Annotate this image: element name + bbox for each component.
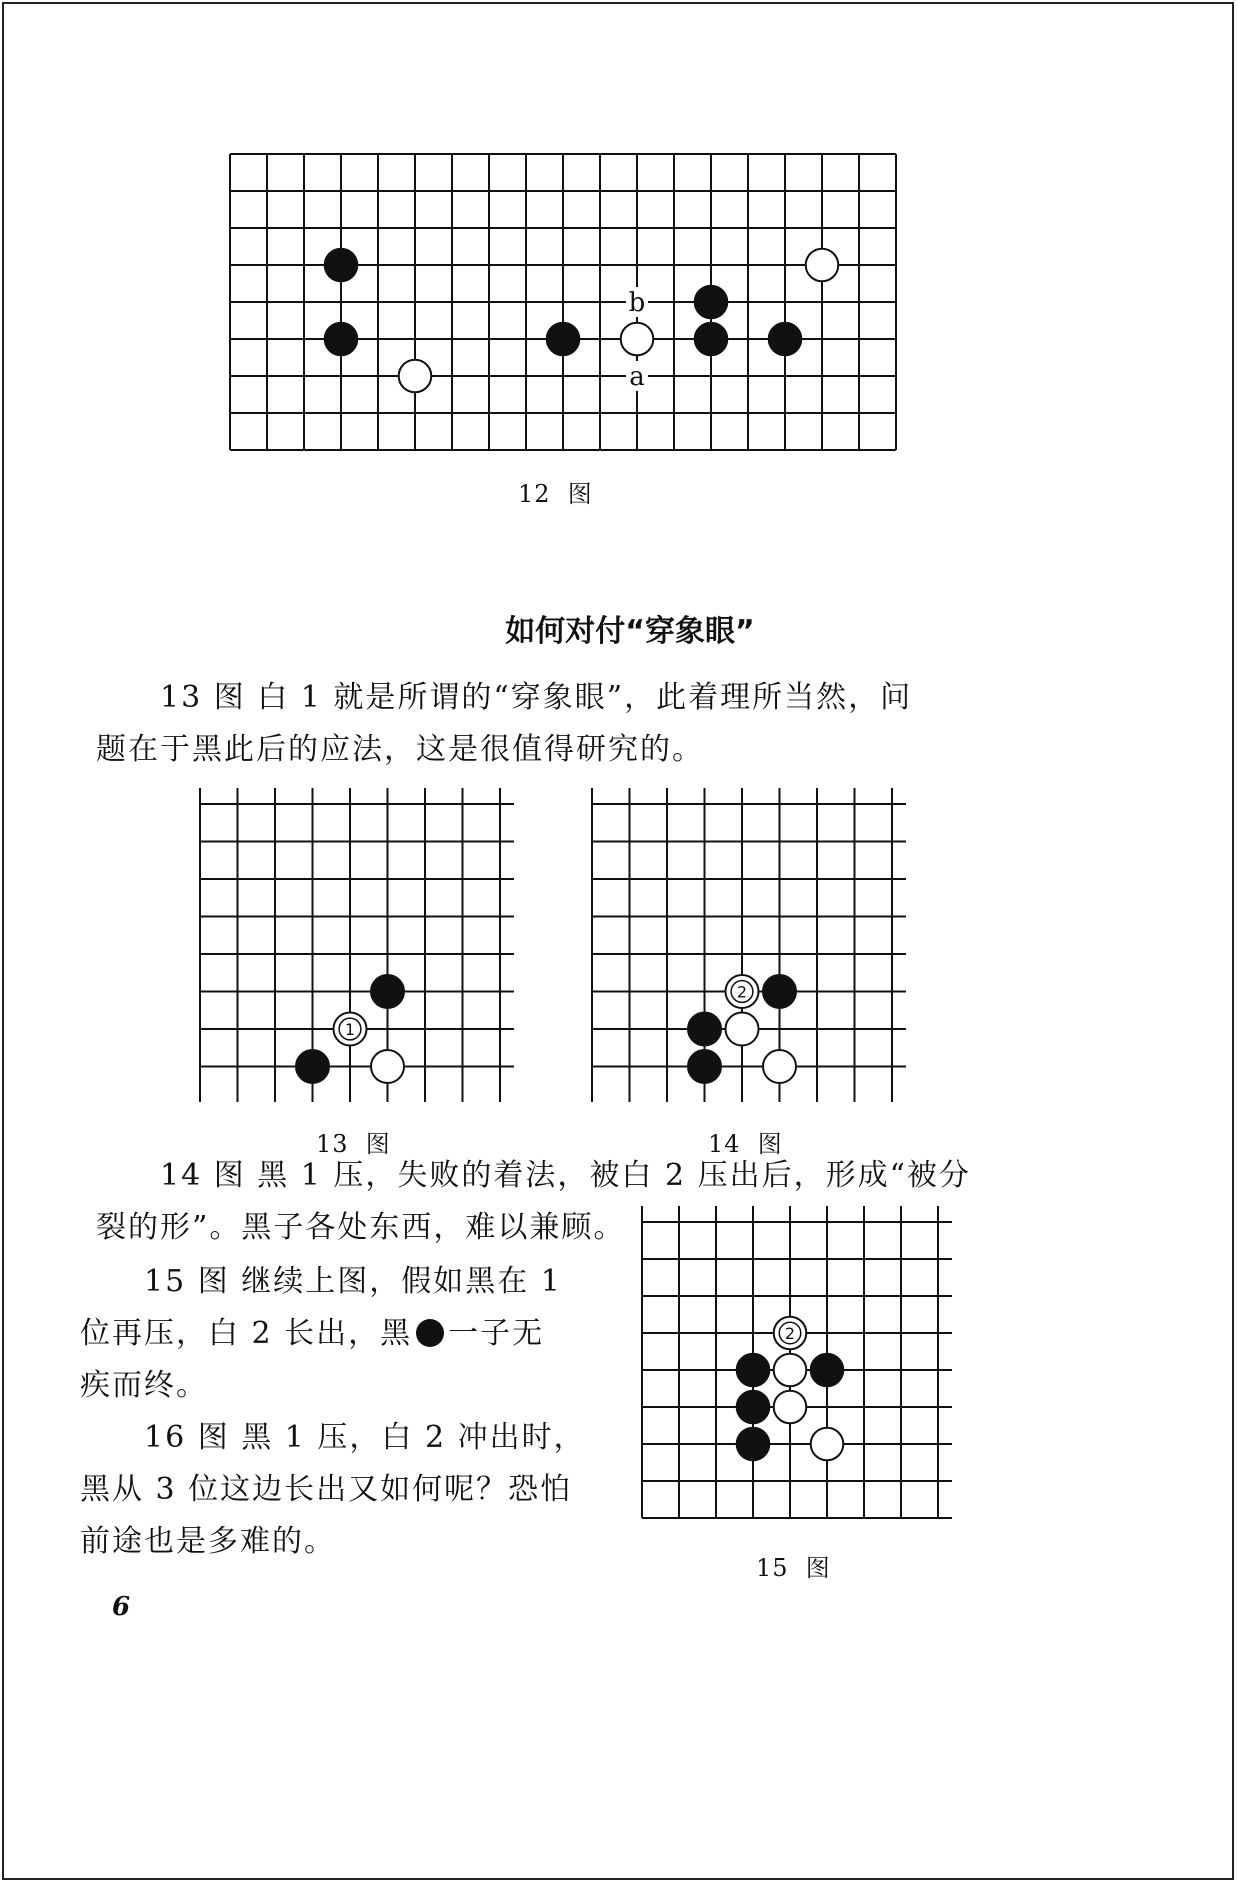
black-stone (763, 975, 796, 1008)
white-stone (726, 1013, 759, 1046)
black-stone (737, 1428, 770, 1461)
black-stone (371, 975, 404, 1008)
figure-12-caption: 12 图 (518, 480, 593, 508)
paragraph-16-line-1: 16 图 黑 1 压，白 2 冲出时， (144, 1420, 586, 1455)
black-stone-icon (416, 1319, 444, 1347)
paragraph-13 (96, 672, 1096, 776)
paragraph-15-line-2b: 一子无 (448, 1316, 545, 1351)
board-label-b: b (628, 288, 646, 318)
black-stone (688, 1013, 721, 1046)
black-stone (695, 286, 728, 319)
black-stone (325, 323, 358, 356)
white-stone (774, 1391, 807, 1424)
paragraph-15-16 (80, 1256, 640, 1568)
section-heading: 如何对付“穿象眼” (505, 614, 755, 649)
paragraph-14-line-1: 14 图 黑 1 压，失败的着法，被白 2 压出后，形成“被分 (160, 1158, 971, 1193)
paragraph-15-line-1: 15 图 继续上图，假如黑在 1 (144, 1264, 562, 1299)
white-stone (399, 360, 432, 393)
white-stone (763, 1050, 796, 1083)
black-stone (811, 1354, 844, 1387)
move-number: 2 (736, 982, 748, 1002)
paragraph-15-line-3: 疾而终。 (80, 1368, 208, 1403)
figure-14-grid (592, 788, 906, 1102)
figure-12-grid (230, 154, 896, 450)
go-board-figure-15 (636, 1200, 972, 1540)
black-stone (296, 1050, 329, 1083)
paragraph-16-line-3: 前途也是多难的。 (80, 1524, 336, 1559)
paragraph-15-line-2 (80, 1308, 640, 1360)
board-label-a: a (629, 362, 645, 392)
page-number: 6 (112, 1592, 131, 1622)
paragraph-13-line-2: 题在于黑此后的应法，这是很值得研究的。 (96, 732, 704, 767)
black-stone (688, 1050, 721, 1083)
move-number: 2 (784, 1324, 796, 1343)
black-stone (547, 323, 580, 356)
white-stone (774, 1354, 807, 1387)
figure-15-caption: 15 图 (756, 1554, 831, 1582)
figure-13-grid (200, 788, 514, 1102)
white-stone (811, 1428, 844, 1461)
figure-13-caption: 13 图 (316, 1130, 391, 1158)
white-stone (621, 323, 654, 356)
paragraph-13-line-1: 13 图 白 1 就是所谓的“穿象眼”，此着理所当然，问 (160, 680, 913, 715)
black-stone (737, 1391, 770, 1424)
black-stone (325, 249, 358, 282)
black-stone (695, 323, 728, 356)
move-number: 1 (344, 1020, 356, 1039)
figure-14-caption: 14 图 (708, 1130, 783, 1158)
paragraph-15-line-2a: 位再压，白 2 长出，黑 (80, 1316, 413, 1351)
go-board-figure-14 (586, 782, 926, 1102)
go-board-figure-13 (194, 782, 534, 1102)
paragraph-16-line-2: 黑从 3 位这边长出又如何呢？恐怕 (80, 1472, 573, 1507)
white-stone (806, 249, 839, 282)
black-stone (737, 1354, 770, 1387)
white-stone (371, 1050, 404, 1083)
go-board-figure-12 (222, 148, 914, 468)
paragraph-14-line-2: 裂的形”。黑子各处东西，难以兼顾。 (96, 1210, 626, 1245)
black-stone (769, 323, 802, 356)
